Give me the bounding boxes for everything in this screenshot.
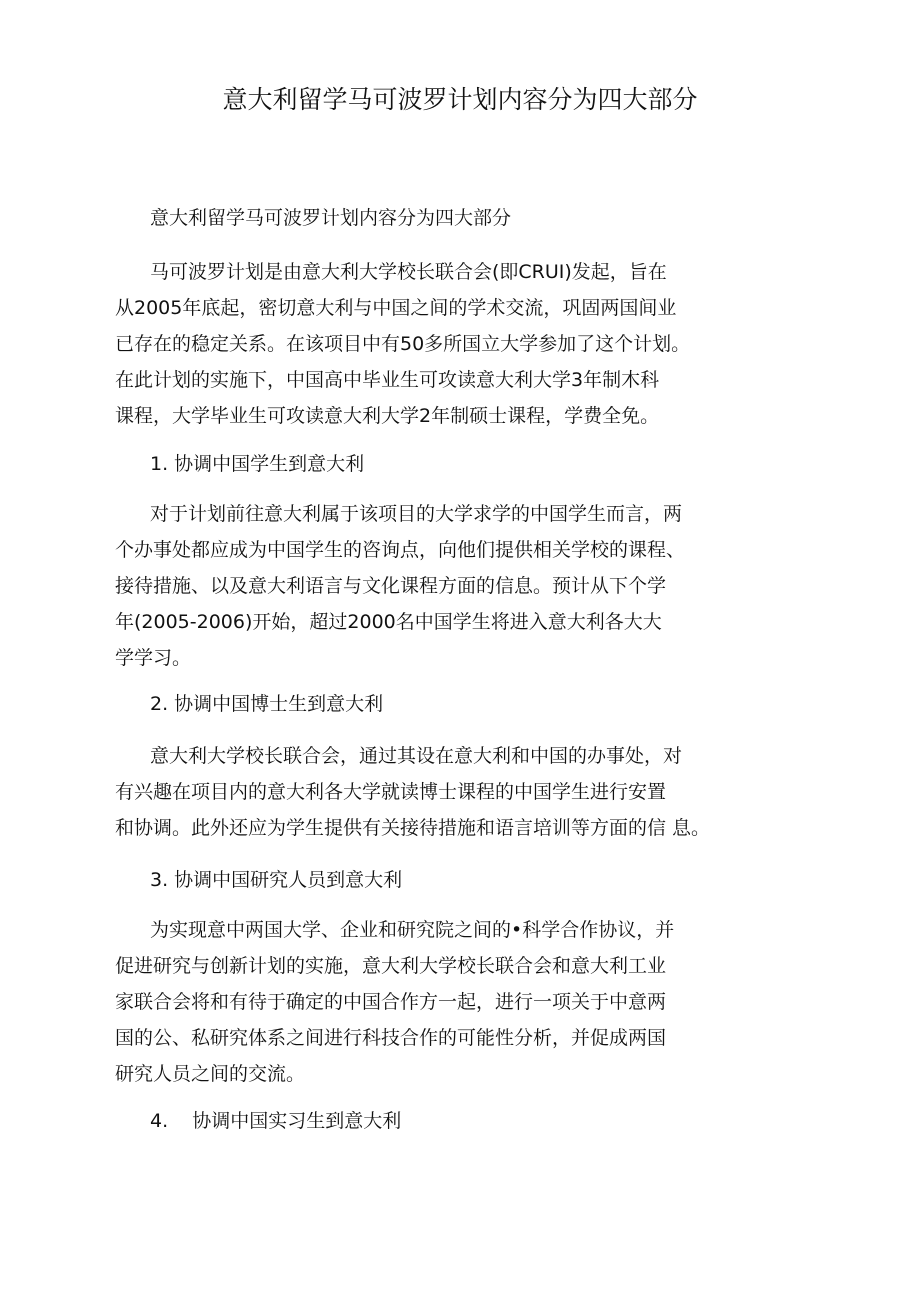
paragraph-line: 接待措施、以及意大利语言与文化课程方面的信息。预计从下个学 bbox=[115, 575, 667, 597]
paragraph-line: 学学习。 bbox=[115, 647, 192, 669]
paragraph-line: 从2005年底起，密切意大利与中国之间的学术交流，巩固两国间业 bbox=[115, 297, 677, 319]
paragraph-line: 研究人员之间的交流。 bbox=[115, 1063, 306, 1085]
section-paragraph-1 bbox=[0, 496, 920, 676]
paragraph-line: 家联合会将和有待于确定的中国合作方一起，进行一项关于中意两 bbox=[115, 991, 667, 1013]
paragraph-line: 对于计划前往意大利属于该项目的大学求学的中国学生而言，两 bbox=[150, 503, 683, 525]
document-title: 意大利留学马可波罗计划内容分为四大部分 bbox=[222, 85, 698, 114]
section-heading: 3. 协调中国研究人员到意大利 bbox=[150, 869, 403, 891]
paragraph-line: 为实现意中两国大学、企业和研究院之间的•科学合作协议，并 bbox=[150, 919, 675, 941]
paragraph-line: 促进研究与创新计划的实施，意大利大学校长联合会和意大利工业 bbox=[115, 955, 667, 977]
section-heading-4 bbox=[0, 1103, 920, 1139]
section-paragraph-2 bbox=[0, 738, 920, 846]
paragraph-line: 马可波罗计划是由意大利大学校长联合会(即CRUI)发起，旨在 bbox=[150, 261, 667, 283]
paragraph-line: 和协调。此外还应为学生提供有关接待措施和语言培训等方面的信 息。 bbox=[115, 817, 711, 839]
paragraph-line: 国的公、私研究体系之间进行科技合作的可能性分析，并促成两国 bbox=[115, 1027, 667, 1049]
paragraph-line: 课程，大学毕业生可攻读意大利大学2年制硕士课程，学费全免。 bbox=[115, 405, 660, 427]
paragraph-line: 在此计划的实施下，中国高中毕业生可攻读意大利大学3年制木科 bbox=[115, 369, 660, 391]
section-heading-3 bbox=[0, 862, 920, 898]
subtitle-line: 意大利留学马可波罗计划内容分为四大部分 bbox=[150, 207, 512, 229]
paragraph-line: 意大利大学校长联合会，通过其设在意大利和中国的办事处，对 bbox=[150, 745, 683, 767]
intro-paragraph bbox=[0, 254, 920, 434]
section-heading: 1. 协调中国学生到意大利 bbox=[150, 453, 365, 475]
paragraph-line: 年(2005-2006)开始，超过2000名中国学生将进入意大利各大大 bbox=[115, 611, 662, 633]
document-subtitle bbox=[0, 200, 920, 236]
section-heading: 2. 协调中国博士生到意大利 bbox=[150, 693, 384, 715]
paragraph-line: 个办事处都应成为中国学生的咨询点，向他们提供相关学校的课程、 bbox=[115, 539, 686, 561]
section-heading-2 bbox=[0, 686, 920, 722]
section-heading: 4. 协调中国实习生到意大利 bbox=[150, 1110, 402, 1132]
section-paragraph-3 bbox=[0, 912, 920, 1092]
section-heading-1 bbox=[0, 446, 920, 482]
paragraph-line: 有兴趣在项目内的意大利各大学就读博士课程的中国学生进行安置 bbox=[115, 781, 667, 803]
paragraph-line: 已存在的稳定关系。在该项目中有50多所国立大学参加了这个计划。 bbox=[115, 333, 691, 355]
